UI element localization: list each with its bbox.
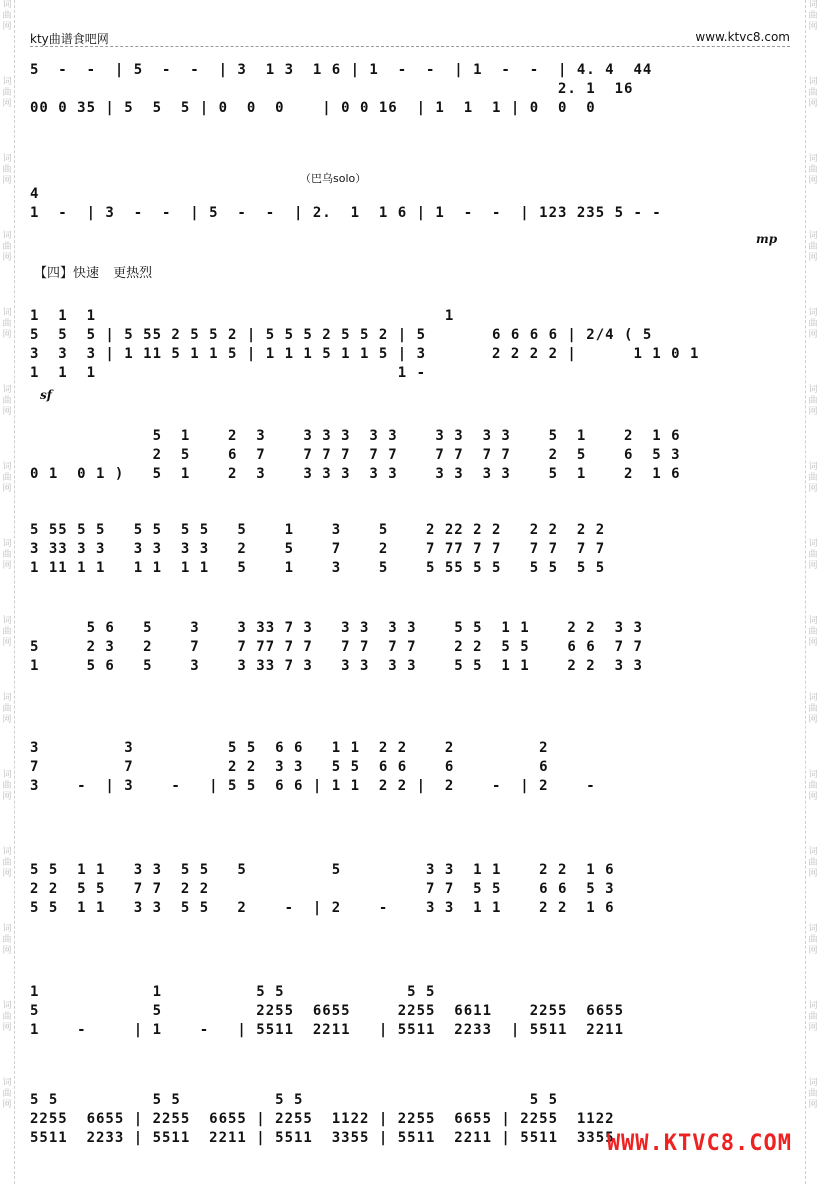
notation-line: 2. 1 16 [30, 81, 634, 97]
notation-line: 1 1 1 1 - [30, 365, 427, 381]
notation-line: 5 55 5 5 5 5 5 5 5 1 3 5 2 22 2 2 2 2 2 2 [30, 522, 606, 538]
score-system-3 [30, 308, 790, 384]
notation-line: 5 5 5 | 5 55 2 5 5 2 | 5 5 5 2 5 5 2 | 5 6 6 6 6 | 2/4 ( 5 [30, 327, 653, 343]
score-system-7 [30, 740, 790, 797]
notation-line: 0 1 0 1 ) 5 1 2 3 3 3 3 3 3 3 3 3 3 5 1 2 1 6 [30, 466, 681, 482]
notation-line: 5 1 2 3 3 3 3 3 3 3 3 3 3 5 1 2 1 6 [30, 428, 681, 444]
notation-line: 1 11 1 1 1 1 1 1 5 1 3 5 5 55 5 5 5 5 5 5 [30, 560, 606, 576]
notation-line: 5 5 1 1 3 3 5 5 2 - | 2 - 3 3 1 1 2 2 1 6 [30, 900, 615, 916]
site-watermark-logo: WWW.KTVC8.COM [606, 1131, 792, 1156]
notation-line: 3 33 3 3 3 3 3 3 2 5 7 2 7 77 7 7 7 7 7 7 [30, 541, 606, 557]
notation-line: 00 0 35 | 5 5 5 | 0 0 0 | 0 0 16 | 1 1 1 | 0 0 0 [30, 100, 596, 116]
score-system-2 [30, 186, 790, 224]
notation-line: 1 - | 3 - - | 5 - - | 2. 1 1 6 | 1 - - | 123 235 5 - - [30, 205, 662, 221]
notation-line: 3 3 5 5 6 6 1 1 2 2 2 2 [30, 740, 549, 756]
notation-line: 5 5 1 1 3 3 5 5 5 5 3 3 1 1 2 2 1 6 [30, 862, 615, 878]
score-system-8 [30, 862, 790, 919]
notation-line: 1 - | 1 - | 5511 2211 | 5511 2233 | 5511 2211 [30, 1022, 625, 1038]
score-system-6 [30, 620, 790, 677]
notation-line: 1 1 5 5 5 5 [30, 984, 436, 1000]
section-heading [34, 262, 162, 281]
notation-line: 3 3 3 | 1 11 5 1 1 5 | 1 1 1 5 1 1 5 | 3 2 2 2 2 | 1 1 0 1 [30, 346, 700, 362]
dynamic-sf: sf [40, 388, 52, 402]
score-system-1 [30, 62, 790, 119]
section-number: 【四】快速 [34, 266, 100, 281]
notation-line: 5 - - | 5 - - | 3 1 3 1 6 | 1 - - | 1 - - | 4. 4 44 [30, 62, 653, 78]
notation-line: 3 - | 3 - | 5 5 6 6 | 1 1 2 2 | 2 - | 2 - [30, 778, 596, 794]
score-system-5 [30, 522, 790, 579]
notation-line: 5 5 2255 6655 2255 6611 2255 6655 [30, 1003, 625, 1019]
notation-line: 5 5 5 5 5 5 5 5 [30, 1092, 559, 1108]
notation-line: 7 7 2 2 3 3 5 5 6 6 6 6 [30, 759, 549, 775]
notation-line: 5511 2233 | 5511 2211 | 5511 3355 | 5511 2211 | 5511 3355 [30, 1130, 615, 1146]
dynamic-mp: mp [756, 232, 778, 246]
notation-line: 5 6 5 3 3 33 7 3 3 3 3 3 5 5 1 1 2 2 3 3 [30, 620, 643, 636]
score-system-4 [30, 428, 790, 485]
notation-line: 2 2 5 5 7 7 2 2 7 7 5 5 6 6 5 3 [30, 881, 615, 897]
left-side-watermark: 词 曲 网 词 曲 网 词 曲 网 词 曲 网 词 曲 网 词 曲 网 词 曲 网 词 曲 网 词 曲 网 词 曲 网 词 曲 网 词 曲 网 词 曲 网 词 曲 网 词 曲 网 [0, 0, 15, 1184]
site-name-left: kty曲谱食吧网 [30, 32, 109, 46]
notation-line: 1 5 6 5 3 3 33 7 3 3 3 3 3 5 5 1 1 2 2 3 3 [30, 658, 643, 674]
solo-label: （巴乌solo） [300, 172, 367, 185]
notation-line: 2 5 6 7 7 7 7 7 7 7 7 7 7 2 5 6 5 3 [30, 447, 681, 463]
notation-line: 5 2 3 2 7 7 77 7 7 7 7 7 7 2 2 5 5 6 6 7 7 [30, 639, 643, 655]
notation-line: 1 1 1 1 [30, 308, 455, 324]
site-url-right: www.ktvc8.com [695, 30, 790, 44]
page-header [30, 30, 790, 47]
score-system-9 [30, 984, 790, 1041]
notation-line: 4 [30, 186, 40, 202]
notation-line: 2255 6655 | 2255 6655 | 2255 1122 | 2255 6655 | 2255 1122 [30, 1111, 615, 1127]
section-mood: 更热烈 [113, 266, 153, 281]
right-side-watermark: 词 曲 网 词 曲 网 词 曲 网 词 曲 网 词 曲 网 词 曲 网 词 曲 网 词 曲 网 词 曲 网 词 曲 网 词 曲 网 词 曲 网 词 曲 网 词 曲 网 词 曲 网 [805, 0, 820, 1184]
